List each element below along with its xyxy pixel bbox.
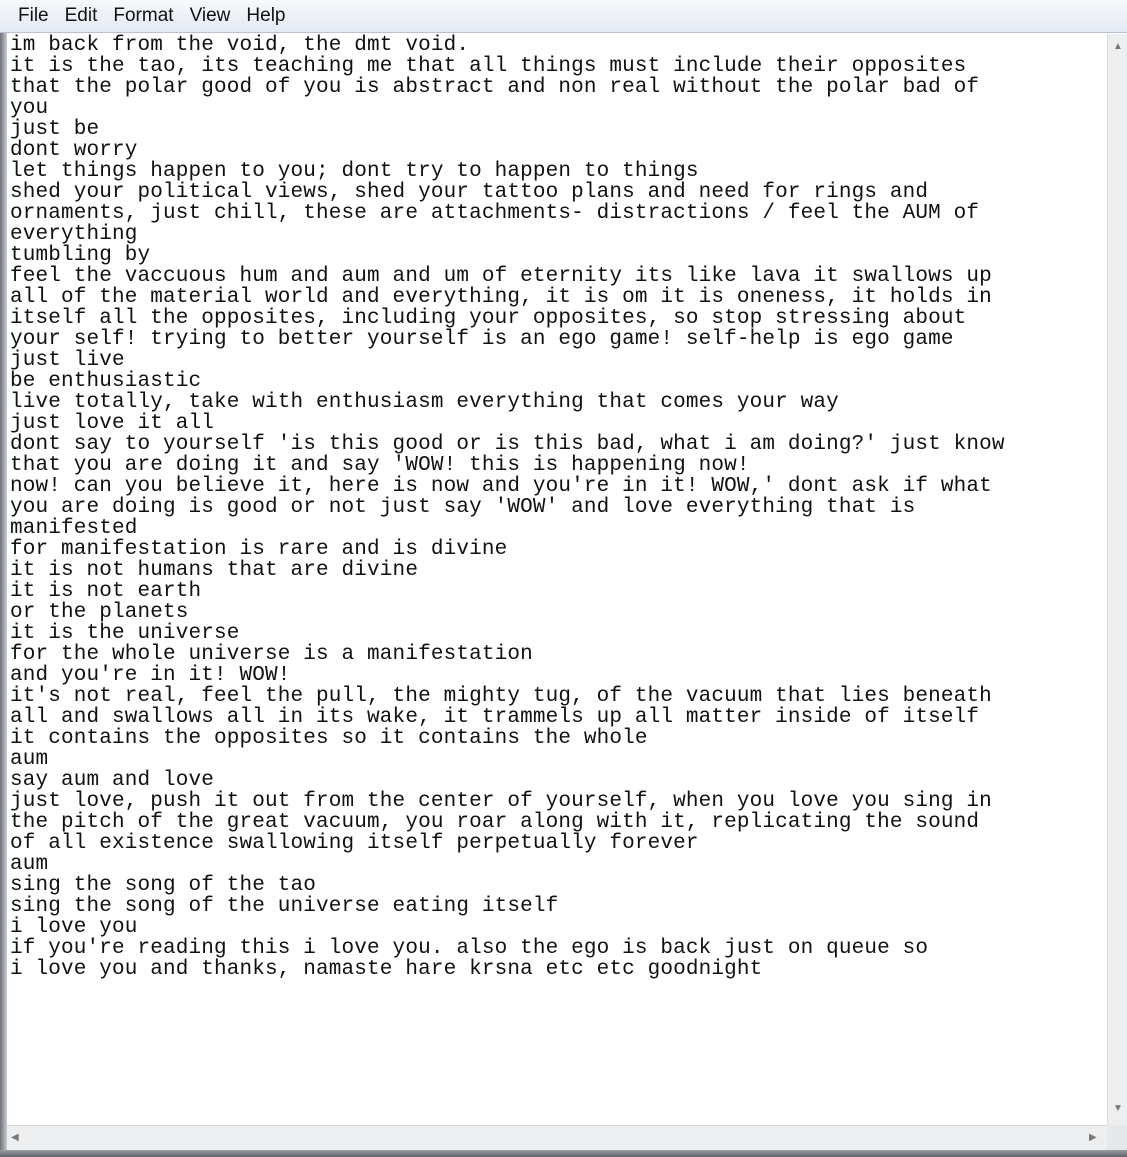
menu-file[interactable]: File [18,5,49,26]
text-line: live totally, take with enthusiasm everything that comes your way [10,391,839,414]
text-line: that you are doing it and say 'WOW! this is happening now! [10,454,750,477]
text-line: everything [10,223,138,246]
text-line: sing the song of the universe eating itself [10,895,559,918]
horizontal-scrollbar[interactable] [7,1125,1107,1151]
text-line: it contains the opposites so it contains the whole [10,727,648,750]
text-line: manifested [10,517,138,540]
text-line: aum [10,853,49,876]
text-line: say aum and love [10,769,215,792]
text-line: just love it all [10,412,215,435]
text-line: your self! trying to better yourself is an ego game! self-help is ego game [10,328,954,351]
text-line: aum [10,748,49,771]
window-frame-left [0,0,7,1157]
text-line: you [10,97,49,120]
text-line: you are doing is good or not just say 'WOW' and love everything that is [10,496,916,519]
text-line: i love you [10,916,138,939]
text-editor[interactable] [7,34,1107,1125]
text-line: it's not real, feel the pull, the mighty tug, of the vacuum that lies beneath [10,685,992,708]
text-line: now! can you believe it, here is now and you're in it! WOW,' dont ask if what [10,475,992,498]
text-line: it is not humans that are divine [10,559,419,582]
scroll-up-arrow-icon[interactable]: ▲ [1113,41,1123,52]
menu-format[interactable]: Format [113,5,174,26]
scroll-down-arrow-icon[interactable]: ▼ [1113,1103,1123,1114]
text-line: and you're in it! WOW! [10,664,291,687]
menu-edit[interactable]: Edit [64,5,98,26]
text-line: it is the tao, its teaching me that all things must include their opposites [10,55,967,78]
menu-view[interactable]: View [189,5,231,26]
text-line: dont say to yourself 'is this good or is this bad, what i am doing?' just know [10,433,1005,456]
text-line: sing the song of the tao [10,874,317,897]
scroll-left-arrow-icon[interactable]: ◀ [11,1132,19,1143]
text-line: just love, push it out from the center of yourself, when you love you sing in [10,790,992,813]
text-line: let things happen to you; dont try to happen to things [10,160,699,183]
text-line: im back from the void, the dmt void. [10,34,470,57]
text-line: dont worry [10,139,138,162]
text-line: shed your political views, shed your tattoo plans and need for rings and [10,181,929,204]
text-line: ornaments, just chill, these are attachments- distractions / feel the AUM of [10,202,980,225]
text-line: for manifestation is rare and is divine [10,538,508,561]
vertical-scrollbar[interactable] [1107,34,1127,1125]
text-line: the pitch of the great vacuum, you roar along with it, replicating the sound [10,811,980,834]
text-line: just live [10,349,125,372]
text-line: it is not earth [10,580,202,603]
menu-bar [0,0,1127,33]
menu-help[interactable]: Help [246,5,286,26]
text-line: tumbling by [10,244,151,267]
text-line: of all existence swallowing itself perpetually forever [10,832,699,855]
text-line: all of the material world and everything, it is om it is oneness, it holds in [10,286,992,309]
scroll-right-arrow-icon[interactable]: ▶ [1089,1132,1097,1143]
text-line: feel the vaccuous hum and aum and um of eternity its like lava it swallows up [10,265,992,288]
text-line: that the polar good of you is abstract and non real without the polar bad of [10,76,980,99]
text-line: if you're reading this i love you. also the ego is back just on queue so [10,937,929,960]
text-line: it is the universe [10,622,240,645]
document-text[interactable] [7,34,1107,980]
text-line: for the whole universe is a manifestation [10,643,533,666]
text-line: or the planets [10,601,189,624]
text-line: just be [10,118,100,141]
scrollbar-corner [1107,1125,1127,1150]
text-line: itself all the opposites, including your opposites, so stop stressing about [10,307,967,330]
text-line: all and swallows all in its wake, it trammels up all matter inside of itself [10,706,980,729]
window-frame-bottom [0,1150,1127,1157]
text-line: be enthusiastic [10,370,202,393]
text-line: i love you and thanks, namaste hare krsna etc etc goodnight [10,958,763,981]
